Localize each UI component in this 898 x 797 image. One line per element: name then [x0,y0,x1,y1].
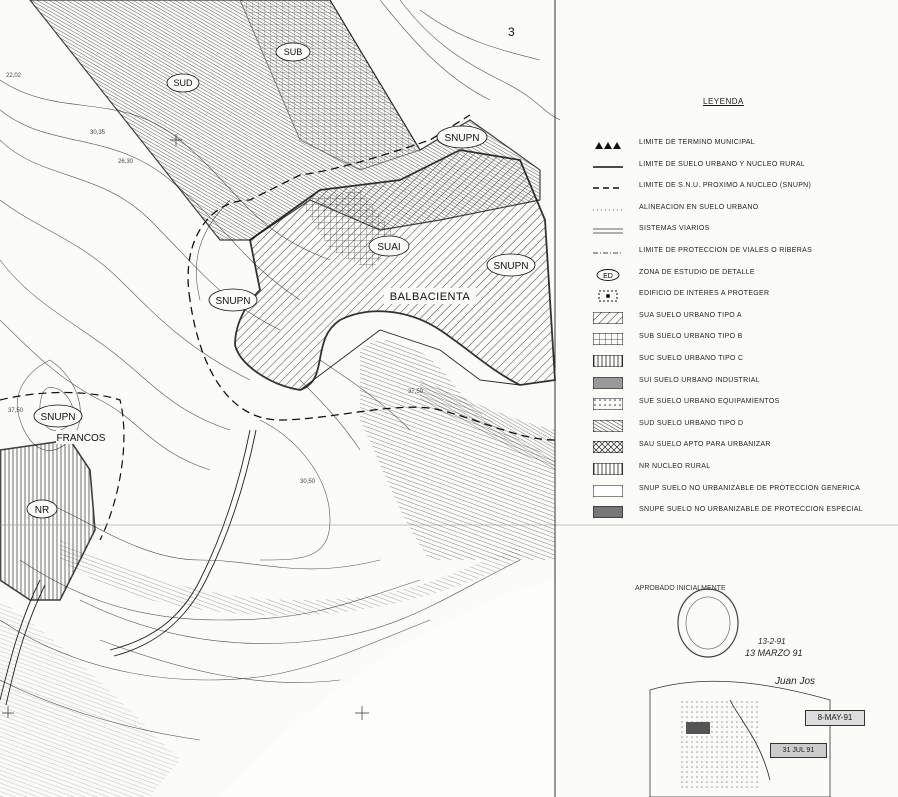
legend-item-label: LIMITE DE PROTECCION DE VIALES O RIBERAS [639,247,813,254]
hatch-e-icon [593,397,623,409]
legend-item [585,331,885,349]
label-snupn-ne: SNUPN [444,133,480,144]
label-francos: FRANCOS [56,433,106,444]
ed-circle-icon [593,268,623,280]
label-snupn-east: SNUPN [493,261,529,272]
legend-item-label: LIMITE DE S.N.U. PROXIMO A NUCLEO (SNUPN) [639,182,812,190]
legend-item [585,180,885,198]
spot-height: 30,35 [90,130,106,136]
legend-item [585,267,885,285]
triangles-icon [593,138,623,150]
legend-item-label: LIMITE DE TERMINO MUNICIPAL [639,139,755,146]
spot-height: 22,02 [6,73,22,79]
label-suai: SUAI [377,242,401,253]
legend-item [585,223,885,241]
legend-item-label: EDIFICIO DE INTERES A PROTEGER [639,290,770,298]
hatch-x-icon [593,440,623,452]
legend-item-label: ZONA DE ESTUDIO DE DETALLE [639,268,755,276]
hatch-a-icon [593,311,623,323]
hatch-d-icon [593,419,623,431]
spot-height: 26,30 [118,159,134,165]
legend-item-label: LIMITE DE SUELO URBANO Y NUCLEO RURAL [639,160,806,168]
legend-item-label: NR NUCLEO RURAL [639,463,711,470]
label-balbacienta: BALBACIENTA [389,291,471,303]
stamp-date-box: 31 JUL 91 [770,743,827,758]
legend-item [585,375,885,393]
legend-item-label: SNUPE SUELO NO URBANIZABLE DE PROTECCION ESPECIAL [639,506,863,514]
stamp-date: 13-2-91 [758,637,786,646]
svg-text:ED: ED [603,272,613,280]
stamp-text: APROBADO INICIALMENTE [635,585,726,592]
label-snupn-mid: SNUPN [215,296,251,307]
legend-item [585,504,885,522]
legend-item [585,396,885,414]
spot-height: 37,50 [8,408,24,414]
legend-item-label: SUD SUELO URBANO TIPO D [639,419,744,427]
legend-item [585,483,885,501]
legend-item [585,439,885,457]
label-sub: SUB [283,47,303,57]
legend-item-label: SISTEMAS VIARIOS [639,225,710,233]
legend-item-label: SUB SUELO URBANO TIPO B [639,333,743,341]
solid-line-icon [593,160,623,172]
legend-item-label: SUA SUELO URBANO TIPO A [639,311,742,319]
dotted-box-icon [593,289,623,301]
hatch-c-icon [593,354,623,366]
sheet-number: 3 [508,25,515,39]
legend-item [585,245,885,263]
legend-item [585,288,885,306]
legend-item-label: SAU SUELO APTO PARA URBANIZAR [639,441,771,449]
dot-line-icon [593,203,623,215]
legend-item-label: SUC SUELO URBANO TIPO C [639,355,744,362]
spot-height: 30,50 [300,479,316,485]
hatch-b-icon [593,332,623,344]
approval-stamp [650,589,830,797]
legend-item [585,159,885,177]
stamp-date-box: 8-MAY-91 [805,710,865,726]
label-nr: NR [34,505,50,516]
hatch-nr-icon [593,462,623,474]
legend-item [585,461,885,479]
legend-item-label: SUI SUELO URBANO INDUSTRIAL [639,376,760,384]
legend-item [585,353,885,371]
legend-item-label: ALINEACION EN SUELO URBANO [639,203,759,211]
legend-title: LEYENDA [703,97,744,106]
double-line-icon [593,224,623,236]
label-sud: SUD [173,78,193,88]
legend-item [585,202,885,220]
dash-dot-line-icon [593,246,623,258]
legend-item-label: SNUP SUELO NO URBANIZABLE DE PROTECCION GENERICA [639,484,861,492]
legend-item-label: SUE SUELO URBANO EQUIPAMIENTOS [639,398,780,406]
grey-icon [593,505,623,517]
spot-height: 37,50 [408,389,424,395]
legend-item [585,418,885,436]
legend-item [585,137,885,155]
legend-item [585,310,885,328]
hatch-i-icon [593,376,623,388]
label-snupn-west: SNUPN [40,412,76,423]
stamp-date: 13 MARZO 91 [745,648,803,658]
blank-icon [593,484,623,496]
dash-line-icon [593,181,623,193]
stamp-signature: Juan Jos [775,676,816,687]
